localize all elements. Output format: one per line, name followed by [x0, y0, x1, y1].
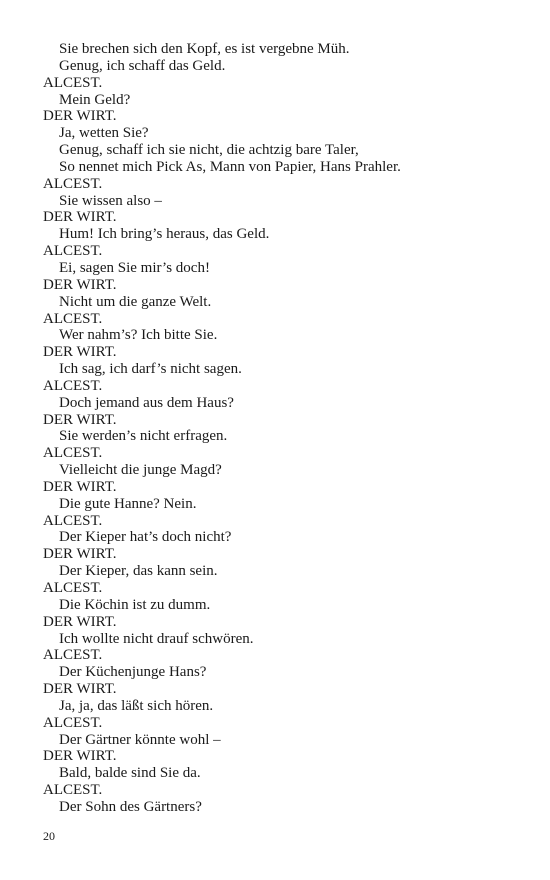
- verse-line: Genug, ich schaff das Geld.: [59, 57, 226, 74]
- verse-line: Sie werden’s nicht erfragen.: [59, 428, 228, 445]
- speaker-name: ALCEST.: [43, 243, 103, 260]
- verse-line: Genug, schaff ich sie nicht, die achtzig bare Taler,: [59, 142, 359, 159]
- verse-line: Ei, sagen Sie mir’s doch!: [59, 259, 210, 276]
- speaker-name: ALCEST.: [43, 647, 103, 664]
- speaker-name: ALCEST.: [43, 377, 103, 394]
- verse-line: Der Kieper, das kann sein.: [59, 563, 218, 580]
- speaker-name: DER WIRT.: [43, 613, 117, 630]
- verse-line: Ich wollte nicht drauf schwören.: [59, 630, 254, 647]
- speaker-name: DER WIRT.: [43, 411, 117, 428]
- verse-line: Wer nahm’s? Ich bitte Sie.: [59, 327, 218, 344]
- verse-line: Die Köchin ist zu dumm.: [59, 596, 211, 613]
- verse-line: Mein Geld?: [59, 91, 131, 108]
- verse-line: Ja, ja, das läßt sich hören.: [59, 697, 214, 714]
- speaker-name: DER WIRT.: [43, 344, 117, 361]
- verse-line: Sie brechen sich den Kopf, es ist vergebne Müh.: [59, 41, 350, 57]
- verse-line: So nennet mich Pick As, Mann von Papier, Hans Prahler.: [59, 158, 401, 175]
- speaker-name: DER WIRT.: [43, 209, 117, 226]
- play-text: [43, 41, 513, 816]
- verse-line: Nicht um die ganze Welt.: [59, 293, 212, 310]
- verse-line: Der Gärtner könnte wohl –: [59, 731, 221, 748]
- speaker-name: DER WIRT.: [43, 108, 117, 125]
- speaker-name: ALCEST.: [43, 175, 103, 192]
- speaker-name: ALCEST.: [43, 512, 103, 529]
- verse-line: Ja, wetten Sie?: [59, 125, 149, 142]
- verse-line: Der Kieper hat’s doch nicht?: [59, 529, 232, 546]
- speaker-name: ALCEST.: [43, 445, 103, 462]
- speaker-name: ALCEST.: [43, 74, 103, 91]
- verse-line: Doch jemand aus dem Haus?: [59, 394, 234, 411]
- speaker-name: DER WIRT.: [43, 681, 117, 698]
- verse-line: Sie wissen also –: [59, 192, 162, 209]
- speaker-name: DER WIRT.: [43, 478, 117, 495]
- speaker-name: ALCEST.: [43, 580, 103, 596]
- page-number: 20: [43, 829, 55, 843]
- verse-line: Die gute Hanne? Nein.: [59, 495, 197, 512]
- speaker-name: ALCEST.: [43, 782, 103, 799]
- speaker-name: ALCEST.: [43, 310, 103, 327]
- speaker-name: DER WIRT.: [43, 276, 117, 293]
- verse-line: Vielleicht die junge Magd?: [59, 462, 222, 479]
- verse-line: Der Küchenjunge Hans?: [59, 664, 207, 681]
- verse-line: Ich sag, ich darf’s nicht sagen.: [59, 361, 242, 378]
- verse-line: Bald, balde sind Sie da.: [59, 765, 201, 782]
- speaker-name: DER WIRT.: [43, 546, 117, 563]
- speaker-name: DER WIRT.: [43, 748, 117, 765]
- speaker-name: ALCEST.: [43, 714, 103, 731]
- verse-line: Der Sohn des Gärtners?: [59, 798, 202, 815]
- verse-line: Hum! Ich bring’s heraus, das Geld.: [59, 226, 270, 243]
